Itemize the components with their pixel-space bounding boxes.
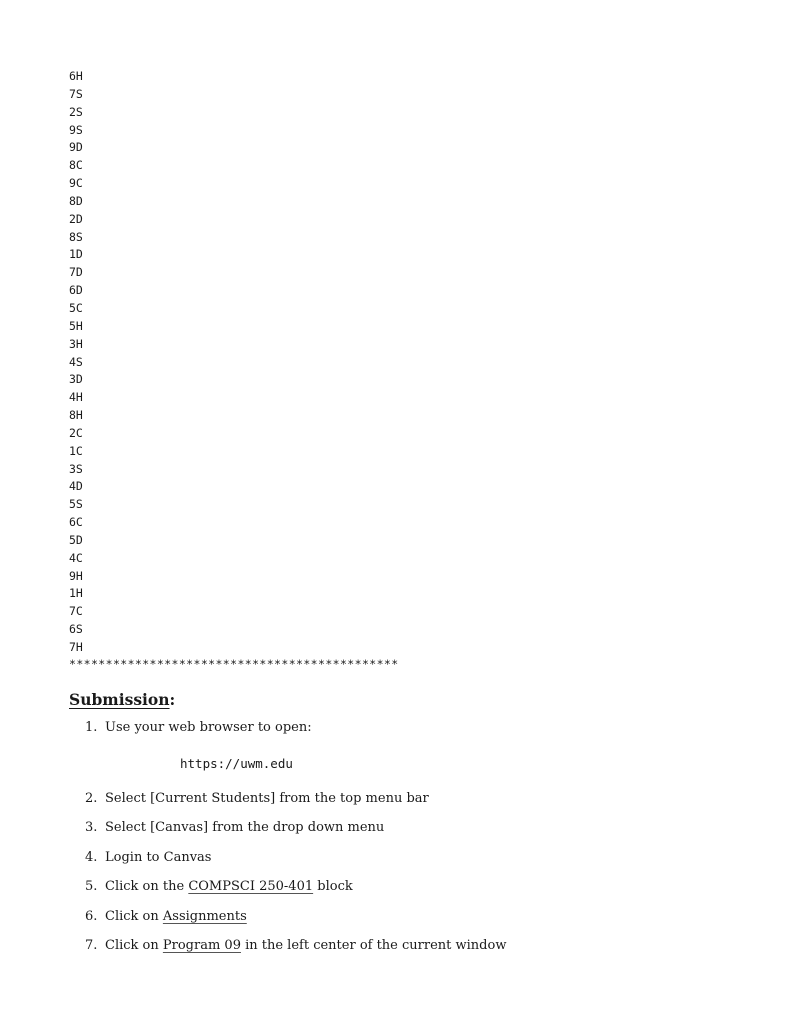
step-text-suffix: block	[313, 879, 353, 894]
step-number: 1.	[85, 720, 98, 735]
submission-url[interactable]: https://uwm.edu	[180, 756, 293, 771]
course-link[interactable]: COMPSCI 250-401	[188, 879, 314, 894]
card-entry: 1H	[69, 586, 83, 601]
step-3	[85, 820, 384, 836]
step-number: 5.	[85, 879, 98, 894]
step-text: Select [Current Students] from the top menu bar	[105, 791, 429, 806]
step-6	[85, 909, 247, 925]
step-text-suffix: in the left center of the current window	[240, 938, 507, 953]
submission-heading-text: Submission	[69, 690, 170, 709]
card-entry: 5H	[69, 318, 83, 333]
card-entry: 9S	[69, 122, 83, 137]
card-entry: 3H	[69, 336, 83, 351]
card-entry: 2C	[69, 425, 83, 440]
card-entry: 7D	[69, 265, 83, 280]
card-entry: 5S	[69, 497, 83, 512]
separator-line: *********************************************	[69, 657, 399, 671]
card-entry: 6D	[69, 283, 83, 298]
card-entry: 5D	[69, 532, 83, 547]
step-text: Login to Canvas	[105, 850, 212, 865]
step-7	[85, 938, 506, 954]
program-link[interactable]: Program 09	[162, 938, 241, 953]
card-entry: 9C	[69, 176, 83, 191]
step-number: 6.	[85, 909, 98, 924]
step-4	[85, 850, 211, 866]
assignments-link[interactable]: Assignments	[162, 909, 247, 924]
step-text: Click on	[105, 938, 163, 953]
submission-heading	[69, 690, 175, 709]
step-number: 7.	[85, 938, 98, 953]
step-2	[85, 791, 429, 807]
card-entry: 6H	[69, 69, 83, 83]
step-1	[85, 720, 312, 736]
card-entry: 3S	[69, 461, 83, 476]
card-entry: 1C	[69, 443, 83, 458]
step-text: Click on the	[105, 879, 189, 894]
card-entry: 2S	[69, 104, 83, 119]
card-entry: 5C	[69, 300, 83, 315]
step-number: 4.	[85, 850, 98, 865]
step-text: Select [Canvas] from the drop down menu	[105, 820, 385, 835]
card-entry: 1D	[69, 247, 83, 262]
step-5	[85, 879, 353, 895]
card-entry: 8H	[69, 408, 83, 423]
step-number: 3.	[85, 820, 98, 835]
step-number: 2.	[85, 791, 98, 806]
card-entry: 4C	[69, 550, 83, 565]
card-entry: 9H	[69, 568, 83, 583]
step-text: Click on	[105, 909, 163, 924]
card-entry: 8D	[69, 193, 83, 208]
card-entry: 6S	[69, 622, 83, 637]
card-entry: 3D	[69, 372, 83, 387]
card-entry: 6C	[69, 515, 83, 530]
card-entry: 7S	[69, 86, 83, 101]
card-entry: 8C	[69, 158, 83, 173]
submission-heading-colon: :	[169, 690, 176, 709]
card-entry: 4D	[69, 479, 83, 494]
step-text: Use your web browser to open:	[105, 720, 312, 735]
card-entry: 7H	[69, 640, 83, 654]
card-entry: 4S	[69, 354, 83, 369]
card-entry: 9D	[69, 140, 83, 155]
card-entry: 2D	[69, 211, 83, 226]
card-entry: 7C	[69, 604, 83, 619]
card-list	[69, 68, 83, 657]
card-entry: 8S	[69, 229, 83, 244]
card-entry: 4H	[69, 390, 83, 405]
